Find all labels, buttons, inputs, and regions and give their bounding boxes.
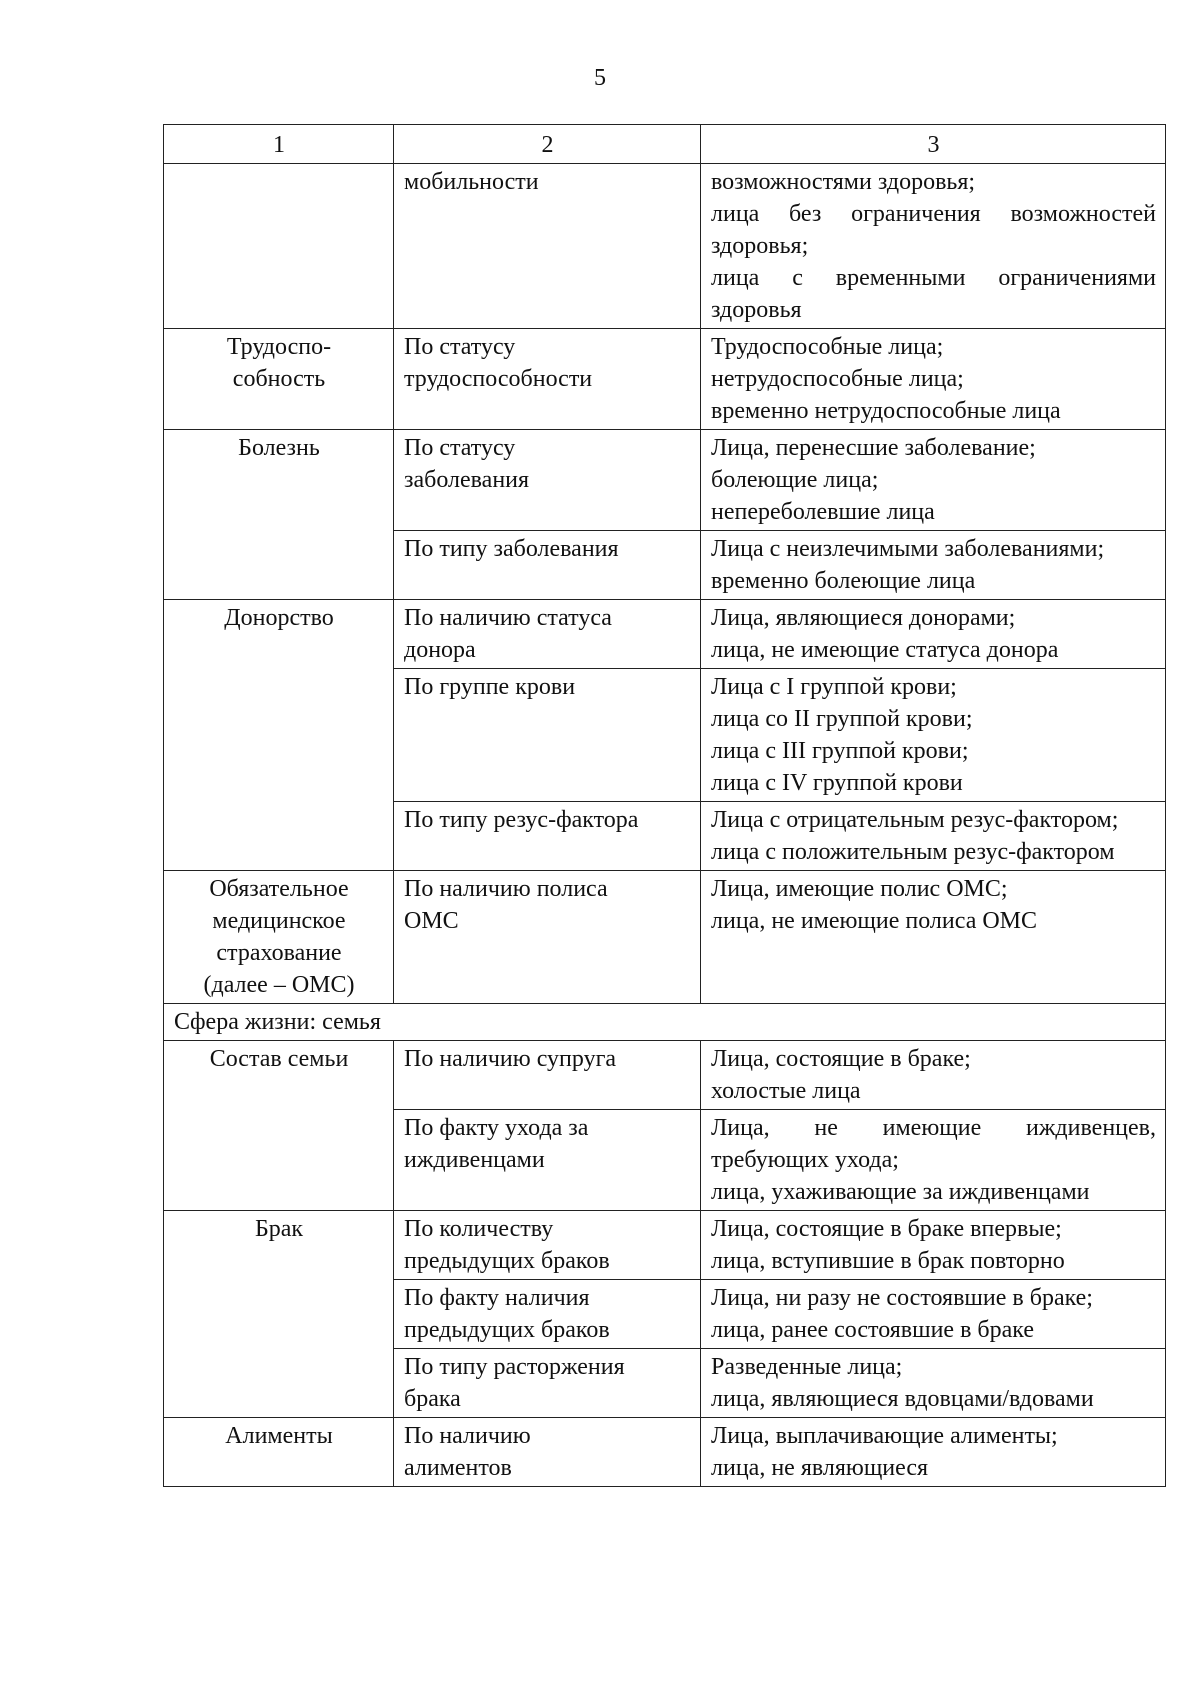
cell-criterion: По типу заболевания (394, 531, 701, 600)
classification-table (163, 124, 1166, 1487)
cell-criterion: По наличию супруга (394, 1041, 701, 1110)
cell-groups: Лица, являющиеся донорами; лица, не имеющие статуса донора (701, 600, 1166, 669)
cell-criterion: По статусу трудоспособности (394, 329, 701, 430)
cell-criterion: мобильности (394, 164, 701, 329)
section-row (164, 1004, 1166, 1041)
table-row (164, 1418, 1166, 1487)
cell-criterion: По количеству предыдущих браков (394, 1211, 701, 1280)
cell-feature: Трудоспо- собность (164, 329, 394, 430)
table-row (164, 871, 1166, 1004)
cell-groups: Лица, перенесшие заболевание; болеющие лица; непереболевшие лица (701, 430, 1166, 531)
cell-groups: Лица, ни разу не состоявшие в браке; лица, ранее состоявшие в браке (701, 1280, 1166, 1349)
cell-feature: Донорство (164, 600, 394, 871)
cell-criterion: По наличию статуса донора (394, 600, 701, 669)
section-title: Сфера жизни: семья (164, 1004, 1166, 1041)
cell-criterion: По факту наличия предыдущих браков (394, 1280, 701, 1349)
cell-groups: Лица, имеющие полис ОМС; лица, не имеющие полиса ОМС (701, 871, 1166, 1004)
cell-feature: Алименты (164, 1418, 394, 1487)
table-header-row (164, 125, 1166, 164)
table-row (164, 164, 1166, 329)
cell-groups: Разведенные лица; лица, являющиеся вдовцами/вдовами (701, 1349, 1166, 1418)
cell-groups: Лица с отрицательным резус-фактором; лица с положительным резус-фактором (701, 802, 1166, 871)
cell-groups: Лица, состоящие в браке; холостые лица (701, 1041, 1166, 1110)
cell-feature: Состав семьи (164, 1041, 394, 1211)
table-row (164, 600, 1166, 669)
column-header-1: 1 (164, 125, 394, 164)
cell-feature (164, 164, 394, 329)
cell-groups: Лица с неизлечимыми заболеваниями; временно болеющие лица (701, 531, 1166, 600)
cell-criterion: По статусу заболевания (394, 430, 701, 531)
cell-criterion: По факту ухода за иждивенцами (394, 1110, 701, 1211)
cell-criterion: По наличию полиса ОМС (394, 871, 701, 1004)
cell-criterion: По типу резус-фактора (394, 802, 701, 871)
page-number: 5 (594, 65, 606, 91)
table-row (164, 329, 1166, 430)
cell-groups: возможностями здоровья; лица без ограничения возможностей здоровья; лица с временными ограничениями здоровья (701, 164, 1166, 329)
cell-groups: Лица, не имеющие иждивенцев, требующих ухода; лица, ухаживающие за иждивенцами (701, 1110, 1166, 1211)
table-row (164, 430, 1166, 531)
cell-criterion: По группе крови (394, 669, 701, 802)
cell-groups: Лица, состоящие в браке впервые; лица, вступившие в брак повторно (701, 1211, 1166, 1280)
cell-feature: Обязательное медицинское страхование (далее – ОМС) (164, 871, 394, 1004)
cell-criterion: По наличию алиментов (394, 1418, 701, 1487)
cell-feature: Болезнь (164, 430, 394, 600)
table-row (164, 1211, 1166, 1280)
cell-groups: Лица, выплачивающие алименты; лица, не являющиеся (701, 1418, 1166, 1487)
column-header-2: 2 (394, 125, 701, 164)
table-row (164, 1041, 1166, 1110)
cell-criterion: По типу расторжения брака (394, 1349, 701, 1418)
column-header-3: 3 (701, 125, 1166, 164)
cell-groups: Трудоспособные лица; нетрудоспособные лица; временно нетрудоспособные лица (701, 329, 1166, 430)
cell-feature: Брак (164, 1211, 394, 1418)
cell-groups: Лица с I группой крови; лица со II группой крови; лица с III группой крови; лица с IV группой крови (701, 669, 1166, 802)
